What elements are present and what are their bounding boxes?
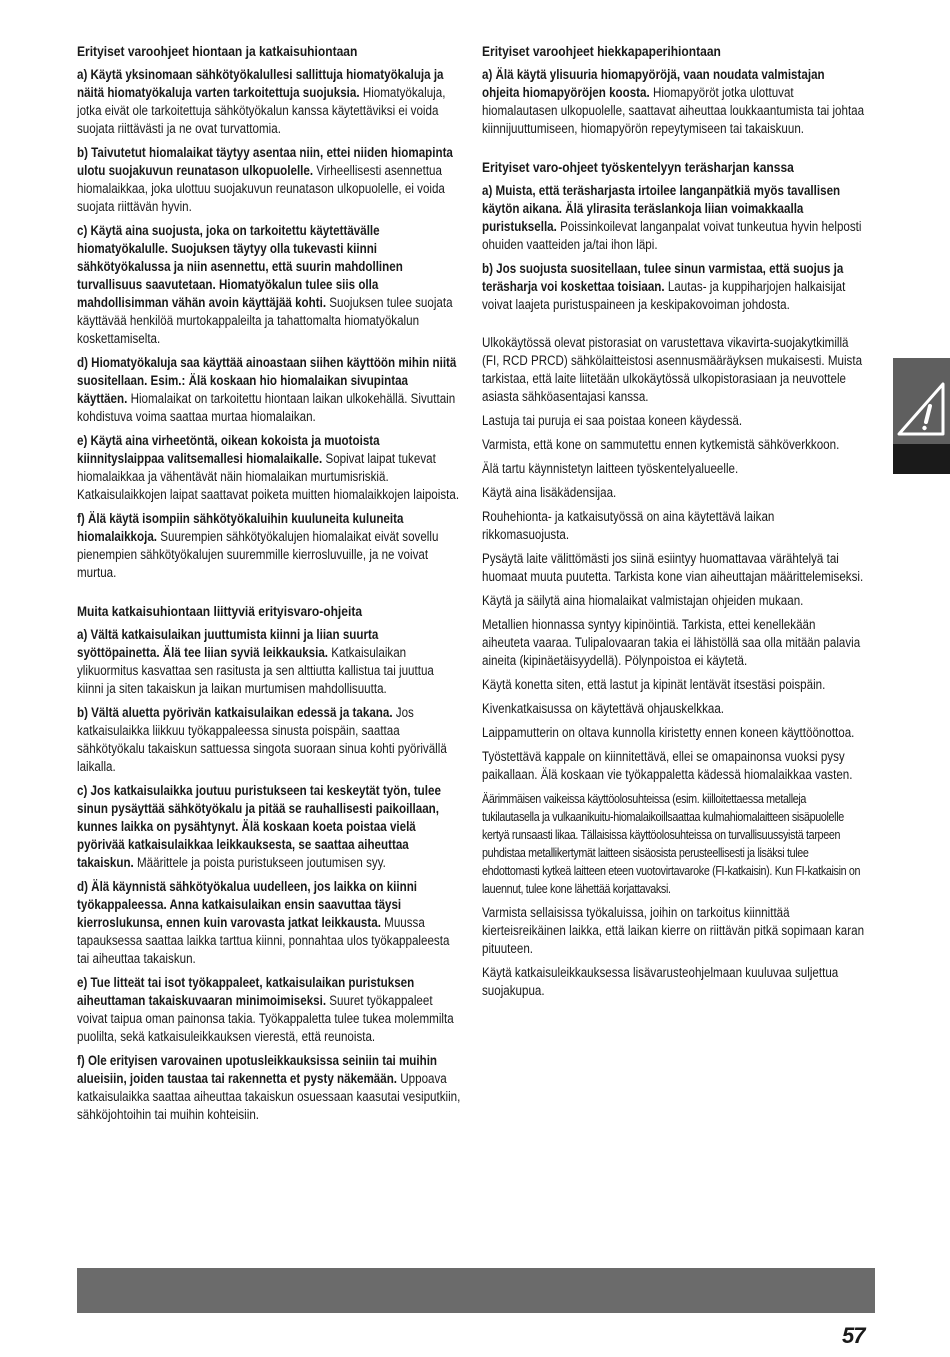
general-note-16: Käytä katkaisuleikkauksessa lisävarusteohjelmaan kuuluvaa suljettua suojakupua. [482,965,839,998]
safety-tab-highlight [893,358,950,444]
paragraph-cut-c: c) Jos katkaisulaikka joutuu puristukseen tai keskeytät työn, tulee sinun pysäyttää sähkötyökalu ja pitää se rauhallisesti paikoillaan, kunnes laikka on pysähtynyt. Älä koskaan koeta poistaa vielä pyörivää katkaisulaikkaa leikkauksesta, se saattaa aiheuttaa takaiskun. Määrittele ja poista puristukseen joutumisen syy. [77,783,441,870]
general-note-9: Metallien hionnassa syntyy kipinöintiä. Tarkista, ettei kenellekään aiheuteta vaaraa. Tulipalovaaran takia ei lähistöllä saa olla mitään palavia aineita (kipinäetäisyydellä). Pölynpoistoa ei käytetä. [482,617,861,668]
general-note-5: Käytä aina lisäkädensijaa. [482,485,617,500]
general-note-7: Pysäytä laite välittömästi jos siinä esiintyy huomattavaa värähtelyä tai huomaat muuta puutetta. Tarkista kone vian aiheuttajan määrittelemiseksi. [482,551,864,584]
warning-icon [897,366,947,438]
general-note-4: Älä tartu käynnistetyn laitteen työskentelyalueelle. [482,461,739,476]
page-number: 57 [842,1323,865,1348]
section-heading-sanding: Erityiset varoohjeet hiekkapaperihiontaan [482,43,721,59]
general-note-13: Työstettävä kappale on kiinnitettävä, ellei se omapainonsa vuoksi pysy paikallaan. Älä koskaan vie työkappaletta kädessä hiomalaikkaa vasten. [482,749,853,782]
paragraph-b: b) Taivutetut hiomalaikat täytyy asentaa niin, ettei niiden hiomapinta ulotu suojakuvun reunatason ulkopuolelle. Virheellisesti asennettua hiomalaikkaa, joka ulottuu suojakuvun reunatason ulkopuolelle, ei voida suojata riittävän hyvin. [77,145,453,214]
paragraph-cut-d: d) Älä käynnistä sähkötyökalua uudelleen, jos laikka on kiinni työkappaleessa. Anna katkaisulaikan ensin saavuttaa täysi kierroslukunsa, ennen kuin varovasta jatkat leikkausta. Muussa tapauksessa saattaa laikka tarttua kiinni, ponnahtaa ulos työkappaleesta tai aiheuttaa takaiskun. [77,879,450,966]
paragraph-d: d) Hiomatyökaluja saa käyttää ainoastaan siihen käyttöön mihin niitä suositellaan. Esim.: Älä koskaan hio hiomalaikan sivupintaa käyttäen. Hiomalaikat on tarkoitettu hiontaan laikan ulkokehällä. Sivuttain kohdistuva voima saattaa murtaa hiomalaikan. [77,355,457,424]
paragraph-a: a) Käytä yksinomaan sähkötyökalullesi sallittuja hiomatyökaluja ja näitä hiomatyökaluja varten tarkoitettuja suojuksia. Hiomatyökaluja, jotka eivät ole tarkoitettuja sähkötyökalun kanssa käytettäviksi ei voida suojata riittävästi ja ne ovat turvattomia. [77,67,446,136]
general-note-3: Varmista, että kone on sammutettu ennen kytkemistä sähköverkkoon. [482,437,840,452]
general-note-10: Käytä konetta siten, että lastut ja kipinät lentävät itsestäsi poispäin. [482,677,826,692]
paragraph-c: c) Käytä aina suojusta, joka on tarkoitettu käytettävälle hiomatyökalulle. Suojuksen täytyy olla tukevasti kiinni sähkötyökalussa ja niin asennettu, että suurin mahdollinen turvallisuus saavutetaan. Hiomatyökalun tulee siis olla mahdollisimman vähän avoin käyttäjää kohti. Suojuksen tulee suojata käyttävää henkilöä murtokappaleilta ja tahattomalta hiomatyökalun koskettamiselta. [77,223,453,346]
general-note-2: Lastuja tai puruja ei saa poistaa koneen käydessä. [482,413,743,428]
paragraph-cut-b: b) Vältä aluetta pyörivän katkaisulaikan edessä ja takana. Jos katkaisulaikka liikkuu työkappaleessa sinusta poispäin, saattaa sähkötyökalu takaiskun sattuessa singota suoraan sinua kohti pyörivällä laikalla. [77,705,447,774]
section-heading-wirebrush: Erityiset varo-ohjeet työskentelyyn teräsharjan kanssa [482,159,794,175]
paragraph-brush-b: b) Jos suojusta suositellaan, tulee sinun varmistaa, että suojus ja teräsharja voi koskettaa toisiaan. Lautas- ja kuppiharjojen halkaisijat voivat laajeta puristuspaineen ja keskipakovoiman johdosta. [482,261,846,312]
paragraph-f: f) Älä käytä isompiin sähkötyökaluihin kuuluneita kuluneita hiomalaikkoja. Suurempien sähkötyökalujen hiomalaikat eivät sovellu pienempien sähkötyökalujen suuremmille kierrosluvuille, ja ne voivat murtua. [77,511,439,580]
general-note-1: Ulkokäytössä olevat pistorasiat on varustettava vikavirta-suojakytkimillä (FI, RCD PRCD) sähkölaitteistosi asennusmääräyksen mukaisesti. Muista tarkistaa, että laite liitetään ulkokäytössä ulkopistorasiaan ja neuvottele asiasta sähköasentajasi kanssa. [482,335,863,404]
safety-section-tab [893,358,950,474]
section-heading-cutoff: Muita katkaisuhiontaan liittyviä erityisvaro-ohjeita [77,603,363,619]
paragraph-cut-e: e) Tue litteät tai isot työkappaleet, katkaisulaikan puristuksen aiheuttaman takaiskuvaaran minimoimiseksi. Suuret työkappaleet voivat taipua oman painonsa takia. Työkappaletta tulee tukea molemmilta puolilta, sekä katkaisuleikkauksen vierestä, että reunoista. [77,975,454,1044]
general-note-8: Käytä ja säilytä aina hiomalaikat valmistajan ohjeiden mukaan. [482,593,804,608]
paragraph-brush-a: a) Muista, että teräsharjasta irtoilee langanpätkiä myös tavallisen käytön aikana. Älä ylirasita teräslankoja liian voimakkaalla puristuksella. Poissinkoilevat langanpalat voivat tunkeutua hyvin helposti ohuiden vaatteiden ja/tai ihon läpi. [482,183,862,252]
general-note-6: Rouhehionta- ja katkaisutyössä on aina käytettävä laikan rikkomasuojusta. [482,509,775,542]
footer-bar [77,1268,875,1313]
general-note-14: Äärimmäisen vaikeissa käyttöolosuhteissa (esim. kiilloitettaessa metalleja tukilautasella ja vulkaanikuitu-hiomalaikoillsaattaa kulmahiomalaitteen sisäpuolelle kertyä runsaasti likaa. Tällaisissa käyttöolosuhteissa on turvallisuussyistä tarpeen puhdistaa metallikertymät laitteen sisäosista perusteellisesti ja lisäksi tulee ehdottomasti kytkeä laitteen eteen vuotovirtavaroke (FI-katkaisin). Kun FI-katkaisin on lauennut, tulee kone lähettää korjattavaksi. [482,792,861,896]
paragraph-sand-a: a) Älä käytä ylisuuria hiomapyöröjä, vaan noudata valmistajan ohjeita hiomapyöröjen koosta. Hiomapyöröt jotka ulottuvat hiomalautasen ulkopuolelle, saattavat aiheuttaa loukkaantumista tai johtaa kiinnijuuttumiseen, hiomapyörön repeytymiseen tai takaiskuun. [482,67,865,136]
section-heading-grinding: Erityiset varoohjeet hiontaan ja katkaisuhiontaan [77,43,358,59]
right-column [482,42,872,1006]
paragraph-cut-f: f) Ole erityisen varovainen upotusleikkauksissa seiniin tai muihin alueisiin, joiden taustaa tai rakennetta et pysty näkemään. Uppoava katkaisulaikka saattaa aiheuttaa takaiskun osuessaan kaasutai vesiputkiin, sähköjohtoihin tai muihin kohteisiin. [77,1053,461,1122]
paragraph-e: e) Käytä aina virheetöntä, oikean kokoista ja muotoista kiinnityslaippaa valitsemallesi hiomalaikalle. Sopivat laipat tukevat hiomalaikkaa ja vähentävät näin hiomalaikan murtumisriskiä. Katkaisulaikkojen laipat saattavat poiketa muitten hiomalaikkojen laipoista. [77,433,460,502]
left-column [77,42,469,1130]
general-note-11: Kivenkatkaisussa on käytettävä ohjauskelkkaa. [482,701,725,716]
general-note-12: Laippamutterin on oltava kunnolla kiristetty ennen koneen käyttöönottoa. [482,725,855,740]
general-note-15: Varmista sellaisissa työkaluissa, joihin on tarkoitus kiinnittää kierteisreikäinen laikka, että laikan kierre on riittävän pitkä sopimaan karan pituuteen. [482,905,865,956]
paragraph-cut-a: a) Vältä katkaisulaikan juuttumista kiinni ja liian suurta syöttöpainetta. Älä tee liian syviä leikkauksia. Katkaisulaikan ylikuormitus kasvattaa sen rasitusta ja sen alttiutta kallistua tai juuttua kiinni ja siten takaiskun ja laikan murtumisen mahdollisuutta. [77,627,434,696]
